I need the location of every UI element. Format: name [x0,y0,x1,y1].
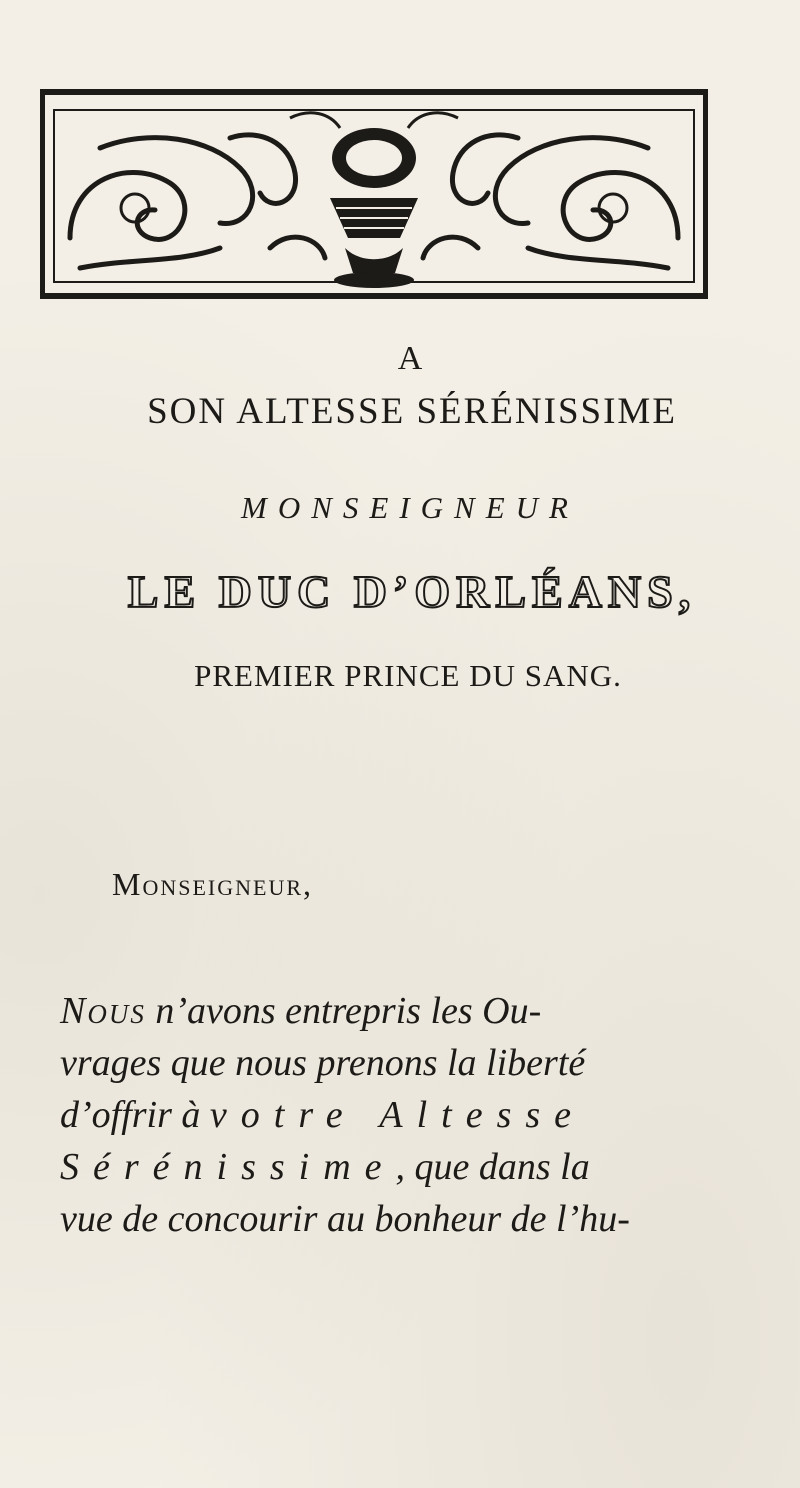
paragraph-line-3 [60,1089,720,1141]
salutation: Monseigneur, [112,866,314,902]
paragraph-line-1-rest: n’avons entrepris les Ou- [145,990,542,1032]
paragraph-line-2: vrages que nous prenons la liberté [60,1042,586,1084]
paragraph-line-5: vue de concourir au bonheur de l’hu- [60,1198,630,1240]
headpiece-ornament-icon [40,88,708,300]
name-line: LE DUC D’ORLÉANS, [127,566,697,617]
paragraph-line-4-spaced: Sérénissime [60,1146,396,1188]
paragraph-line-3-spaced: votre Altesse [209,1094,586,1136]
paragraph-line-1 [60,985,720,1037]
paragraph-line-4-rest: , que dans la [395,1146,590,1188]
addressee-line: SON ALTESSE SÉRÉNISSIME [147,391,677,432]
paragraph-line-4 [60,1141,720,1193]
paragraph-line-3-start: d’offrir à [60,1094,210,1136]
dedication-paragraph [60,985,720,1245]
dedication-to-line: A [397,340,423,377]
rank-line: PREMIER PRINCE DU SANG. [194,658,622,693]
title-line: MONSEIGNEUR [241,490,579,525]
paragraph-first-word: Nous [60,990,146,1032]
